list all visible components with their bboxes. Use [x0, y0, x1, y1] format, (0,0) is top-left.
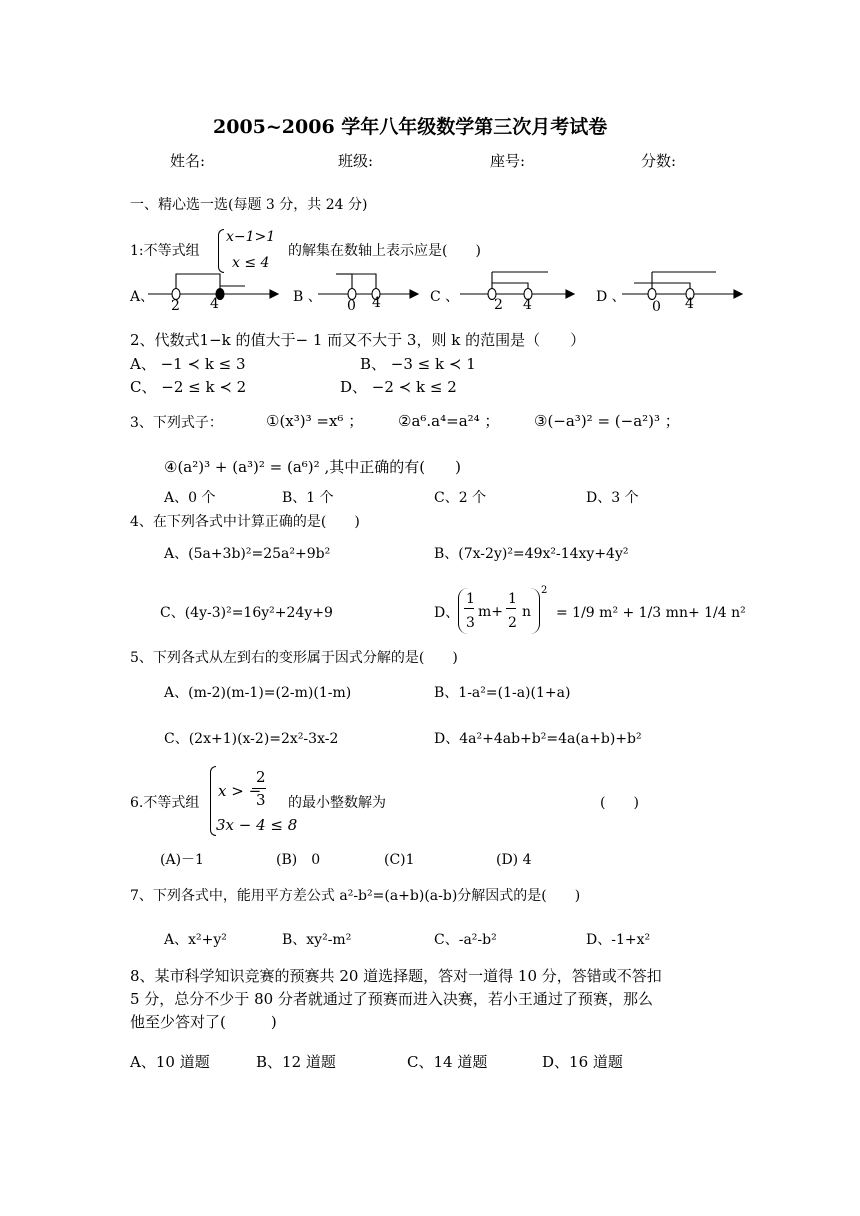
q6-option-b: (B) 0	[276, 852, 321, 868]
q6-option-d: (D) 4	[496, 852, 532, 868]
q5-option-b: B、1-a²=(1-a)(1+a)	[434, 685, 571, 701]
q8-option-a: A、10 道题	[130, 1053, 210, 1071]
q3-expression-3: ③(−a³)² = (−a²)³ ；	[534, 412, 680, 430]
q8-option-d: D、16 道题	[542, 1053, 623, 1071]
q6-answer-paren: ( )	[600, 795, 639, 811]
q6-inequality-1: x > −	[218, 782, 262, 800]
q3-expression-1: ①(x³)³ =x⁶ ；	[266, 412, 364, 430]
q7-stem: 7、下列各式中，能用平方差公式 a²-b²=(a+b)(a-b)分解因式的是( )	[130, 888, 581, 904]
q1-option-d: D 、	[596, 289, 626, 305]
q4-option-a: A、(5a+3b)²=25a²+9b²	[164, 546, 331, 562]
q1-option-a: A、	[130, 289, 155, 305]
q3-option-d: D、3 个	[586, 490, 639, 506]
q1-d-tick-1: 0	[652, 299, 661, 315]
name-field-label: 姓名:	[170, 152, 206, 170]
q1-b-tick-1: 0	[347, 298, 356, 314]
q5-option-d: D、4a²+4ab+b²=4a(a+b)+b²	[434, 731, 642, 747]
q6-option-a: (A)－1	[160, 852, 204, 868]
score-field-label: 分数:	[641, 152, 677, 170]
q7-option-c: C、-a²-b²	[434, 932, 497, 948]
q6-option-c: (C)1	[384, 852, 415, 868]
q7-option-b: B、xy²-m²	[282, 932, 352, 948]
q5-stem: 5、下列各式从左到右的变形属于因式分解的是( )	[130, 650, 458, 666]
q6-inequality-2: 3x − 4 ≤ 8	[216, 816, 298, 834]
q1-a-tick-1: 2	[171, 298, 180, 314]
q8-line-2: 5 分，总分不少于 80 分者就通过了预赛而进入决赛，若小王通过了预赛，那么	[130, 990, 653, 1008]
q1-inequality-2: x ≤ 4	[232, 255, 270, 271]
q2-stem: 2、代数式1−k 的值大于− 1 而又不大于 3，则 k 的范围是（ ）	[130, 331, 586, 349]
q5-option-a: A、(m-2)(m-1)=(2-m)(1-m)	[164, 685, 352, 701]
q3-option-b: B、1 个	[282, 490, 334, 506]
q1-suffix: 的解集在数轴上表示应是( )	[288, 243, 481, 259]
q4-option-d-rhs: = 1/9 m² + 1/3 mn+ 1/4 n²	[556, 605, 746, 621]
q3-expression-2: ②a⁶.a⁴=a²⁴ ；	[398, 412, 500, 430]
q2-option-d: D、 −2 ≺ k ≤ 2	[340, 378, 457, 396]
q6-suffix: 的最小整数解为	[288, 795, 386, 811]
q6-fraction-numerator: 2	[256, 768, 266, 786]
q1-prefix: 1:不等式组	[130, 243, 200, 259]
q7-option-a: A、x²+y²	[164, 932, 227, 948]
q7-option-d: D、-1+x²	[586, 932, 651, 948]
section-heading: 一、精心选一选(每题 3 分，共 24 分)	[130, 197, 368, 213]
q1-d-tick-2: 4	[685, 296, 694, 312]
q2-option-a: A、 −1 ≺ k ≤ 3	[130, 355, 246, 373]
q8-option-c: C、14 道题	[407, 1053, 488, 1071]
q6-fraction-denominator: 3	[256, 791, 266, 809]
q1-c-tick-2: 4	[523, 297, 532, 313]
q4-stem: 4、在下列各式中计算正确的是( )	[130, 514, 360, 530]
q1-number-lines	[0, 0, 860, 330]
q4-option-d-label: D、	[434, 605, 460, 621]
class-field-label: 班级:	[338, 152, 374, 170]
q1-option-c: C 、	[430, 289, 460, 305]
seat-field-label: 座号:	[490, 152, 526, 170]
q8-line-1: 8、某市科学知识竞赛的预赛共 20 道选择题，答对一道得 10 分，答错或不答扣	[130, 967, 662, 985]
q6-prefix: 6.不等式组	[130, 795, 200, 811]
q1-a-tick-2: 4	[210, 296, 219, 312]
q3-expression-4: ④(a²)³ + (a³)² = (a⁶)² ,其中正确的有( )	[164, 458, 461, 476]
q4-option-b: B、(7x-2y)²=49x²-14xy+4y²	[434, 546, 629, 562]
q3-option-a: A、0 个	[164, 490, 216, 506]
page-title: 2005~2006 学年八年级数学第三次月考试卷	[213, 116, 608, 138]
q2-option-c: C、 −2 ≤ k ≺ 2	[130, 378, 247, 396]
q1-c-tick-1: 2	[494, 297, 503, 313]
q2-option-b: B、 −3 ≤ k ≺ 1	[360, 355, 476, 373]
q1-b-tick-2: 4	[372, 295, 381, 311]
q1-option-b: B 、	[293, 289, 322, 305]
q6-fraction-bar	[252, 788, 266, 789]
q8-line-3: 他至少答对了( )	[130, 1013, 277, 1031]
q3-option-c: C、2 个	[434, 490, 487, 506]
q8-option-b: B、12 道题	[256, 1053, 336, 1071]
q4-option-c: C、(4y-3)²=16y²+24y+9	[160, 605, 333, 621]
q1-inequality-1: x−1>1	[226, 229, 276, 245]
q3-label: 3、下列式子：	[130, 415, 223, 431]
q5-option-c: C、(2x+1)(x-2)=2x²-3x-2	[164, 731, 339, 747]
